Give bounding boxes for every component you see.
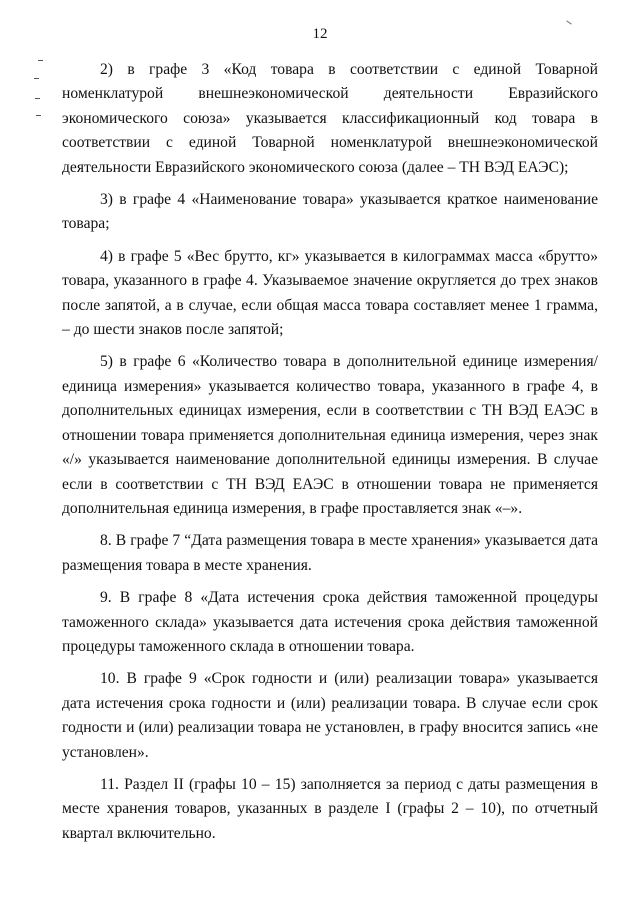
paragraph-section-11: 11. Раздел II (графы 10 – 15) заполняется за период с даты размещения в месте хранения товаров, указанных в разделе I (графы 2 – 10), по отчетный квартал включительно. xyxy=(62,775,598,842)
margin-mark xyxy=(34,78,39,79)
margin-mark xyxy=(36,115,41,116)
margin-mark xyxy=(35,98,40,99)
paragraph-item-5: 5) в графе 6 «Количество товара в дополнительной единице измерения/единица измерения» указывается количество товара, указанного в графе 4, в дополнительных единицах измерения, если в соответствии с ТН ВЭД ЕАЭС в отношении товара применяется дополнительная единица измерения, через знак «/» указывается наименование дополнительной единицы измерения. В случае если в соответствии с ТН ВЭД ЕАЭС в отношении товара не применяется дополнительная единица измерения, в графе проставляется знак «–». xyxy=(62,353,598,517)
paragraph-section-10: 10. В графе 9 «Срок годности и (или) реализации товара» указывается дата истечения срока годности и (или) реализации товара. В случае если срок годности и (или) реализации товара не установлен, в графу вносится запись «не установлен». xyxy=(62,670,598,761)
page-number: 12 xyxy=(312,26,328,42)
scan-artifact-mark xyxy=(566,20,571,24)
paragraph-item-2: 2) в графе 3 «Код товара в соответствии с единой Товарной номенклатурой внешнеэкономической деятельности Евразийского экономического союза» указывается классификационный код товара в соответствии с единой Товарной номенклатурой внешнеэкономической деятельности Евразийского экономического союза (далее – ТН ВЭД ЕАЭС); xyxy=(62,61,598,176)
paragraph-section-9: 9. В графе 8 «Дата истечения срока действия таможенной процедуры таможенного склада» указывается дата истечения срока действия таможенной процедуры таможенного склада в отношении товара. xyxy=(62,589,598,655)
margin-mark xyxy=(38,60,43,61)
paragraph-item-3: 3) в графе 4 «Наименование товара» указывается краткое наименование товара; xyxy=(62,191,598,233)
paragraph-section-8: 8. В графе 7 “Дата размещения товара в месте хранения» указывается дата размещения товара в месте хранения. xyxy=(62,532,598,574)
document-body xyxy=(62,58,598,854)
paragraph-item-4: 4) в графе 5 «Вес брутто, кг» указывается в килограммах масса «брутто» товара, указанного в графе 4. Указываемое значение округляется до трех знаков после запятой, а в случае, если общая масса товара составляет менее 1 грамма, – до шести знаков после запятой; xyxy=(62,247,598,339)
